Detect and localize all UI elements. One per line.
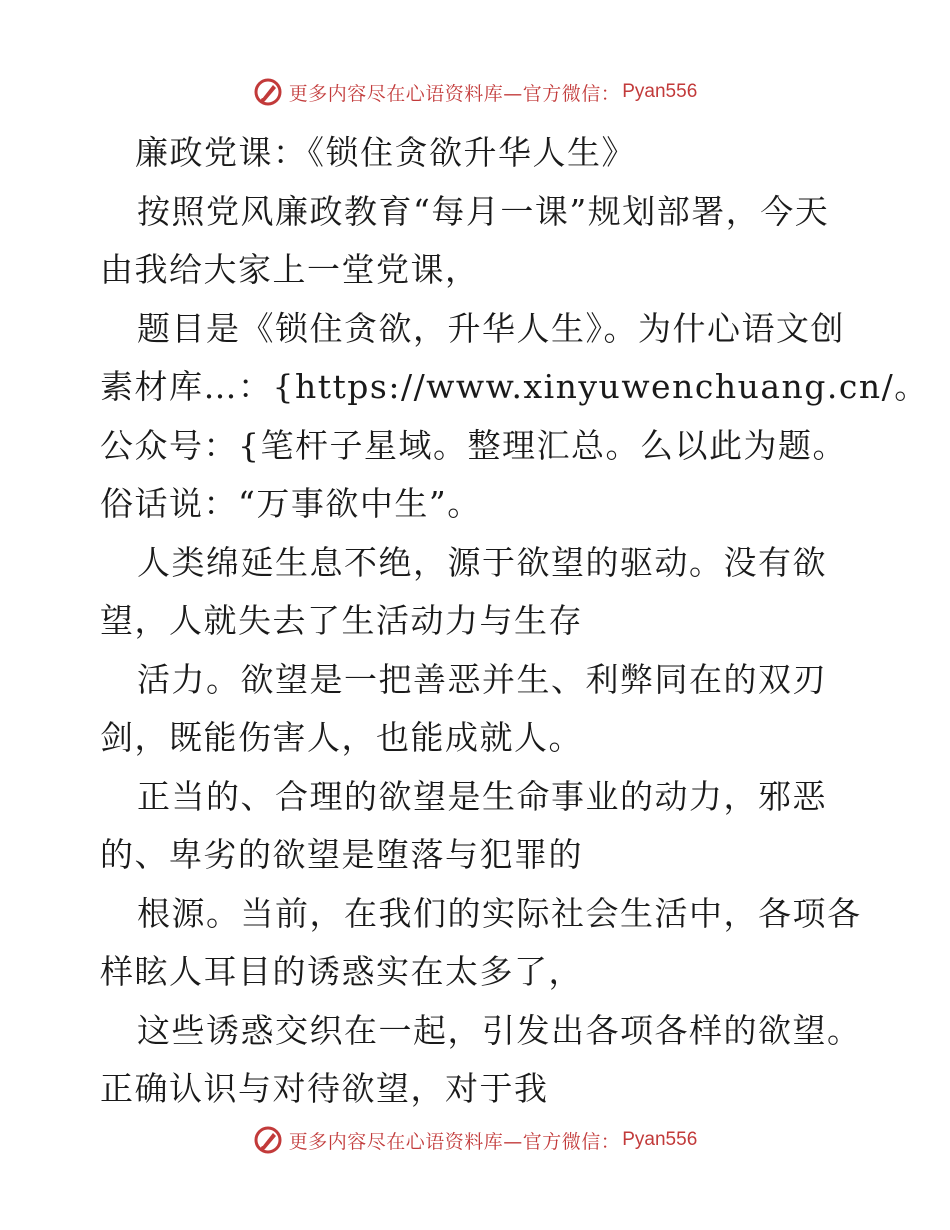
doc-line: 样眩人耳目的诱惑实在太多了， [100,952,583,991]
doc-line: 正当的、合理的欲望是生命事业的动力，邪恶 [137,776,827,816]
doc-line: 俗话说：“万事欲中生”。 [100,484,482,523]
doc-line: 正确认识与对待欲望，对于我 [100,1069,549,1108]
footer-banner-id: Pyan556 [622,1129,698,1150]
header-banner-id: Pyan556 [622,81,698,102]
doc-line: 题目是《锁住贪欲，升华人生》。为什心语文创 [137,308,845,348]
header-banner-text: 更多内容尽在心语资料库—官方微信： [288,82,621,105]
doc-line: 按照党风廉政教育“每月一课”规划部署，今天 [137,191,830,231]
header-banner [0,72,950,112]
doc-line: 人类绵延生息不绝，源于欲望的驱动。没有欲 [137,542,827,582]
document-body [100,124,929,1119]
doc-line: 根源。当前，在我们的实际社会生活中，各项各 [137,893,862,933]
doc-line: 的、卑劣的欲望是堕落与犯罪的 [100,835,583,874]
footer-banner-text: 更多内容尽在心语资料库—官方微信： [288,1130,621,1153]
doc-line: 望，人就失去了生活动力与生存 [100,601,583,640]
footer-banner [0,1120,950,1160]
doc-title: 廉政党课：《锁住贪欲升华人生》 [135,133,636,172]
doc-line: 剑，既能伤害人，也能成就人。 [100,718,583,757]
pen-logo-icon [253,1125,283,1155]
doc-line: 活力。欲望是一把善恶并生、利弊同在的双刃 [137,659,827,699]
doc-line: 这些诱惑交织在一起，引发出各项各样的欲望。 [137,1010,862,1050]
pen-logo-icon [253,77,283,107]
doc-line: 公众号：{笔杆子星域。整理汇总。么以此为题。 [100,425,847,465]
doc-line: 由我给大家上一堂党课， [100,250,480,289]
doc-line: 素材库…：{https://www.xinyuwenchuang.cn/。 [100,367,929,406]
